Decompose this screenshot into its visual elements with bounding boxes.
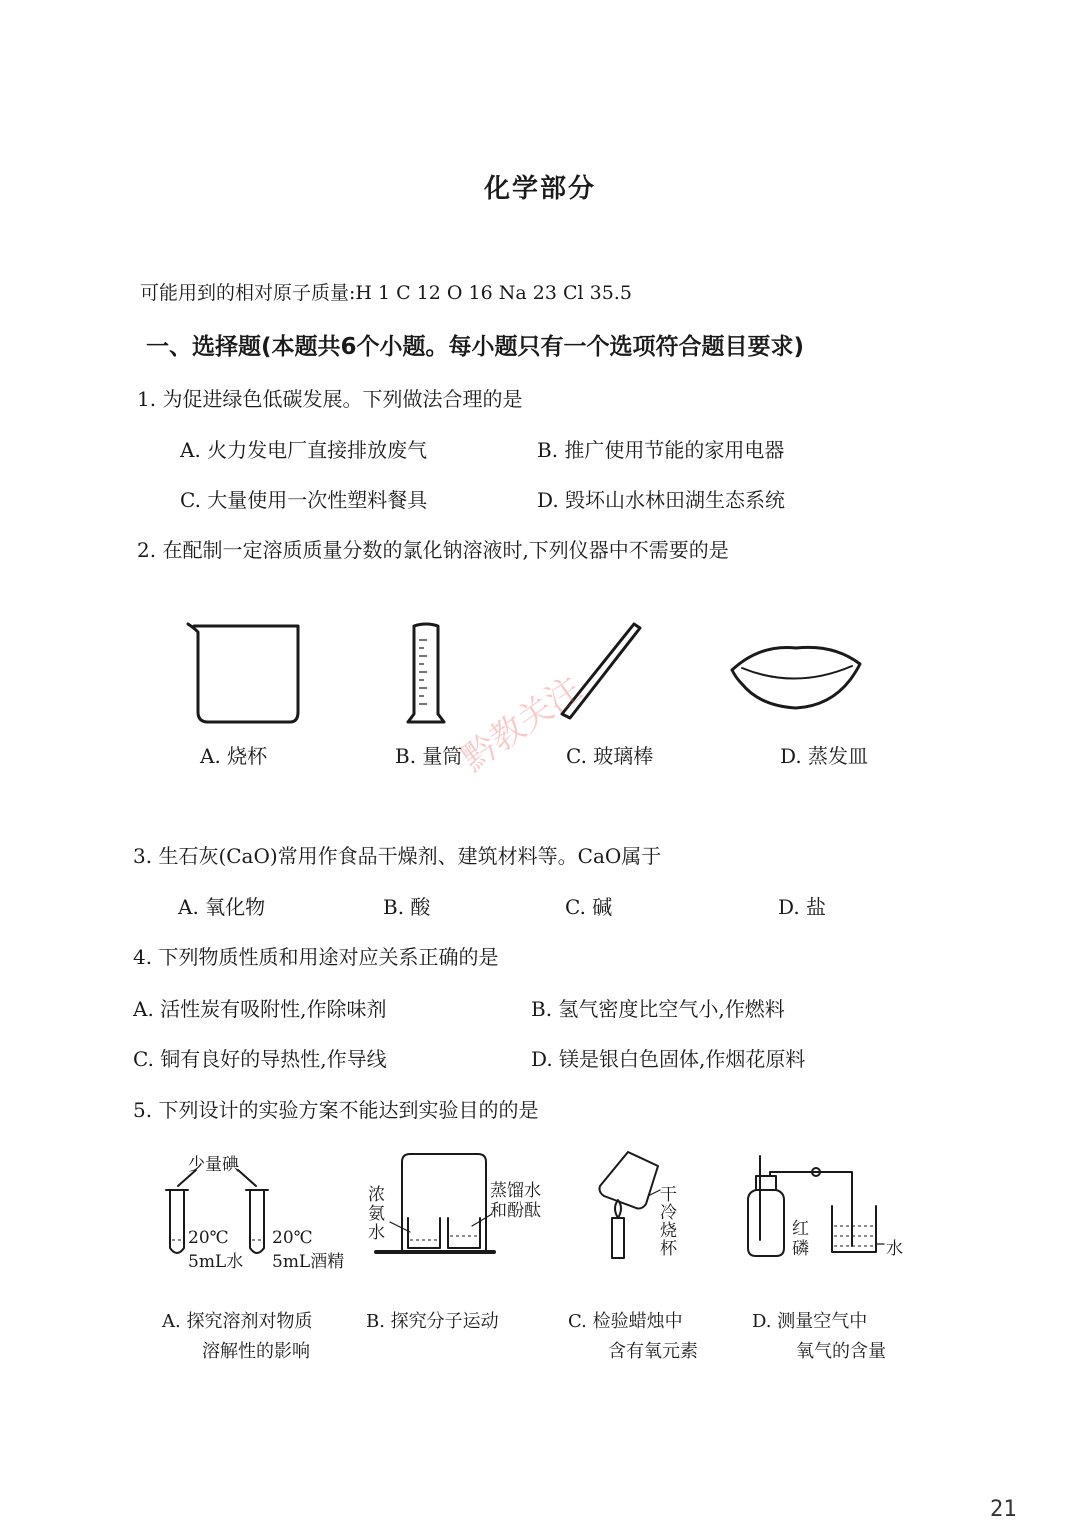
solvent-label-alcohol: 5mL酒精	[272, 1252, 345, 1272]
ammonia-label-3: 水	[368, 1223, 385, 1243]
reaction-bottle-icon	[748, 1190, 784, 1256]
beaker-phenolphthalein-icon	[448, 1218, 480, 1248]
page-number: 21	[990, 1497, 1017, 1522]
question-3-stem: 3. 生石灰(CaO)常用作食品干燥剂、建筑材料等。CaO属于	[133, 844, 662, 868]
apparatus-label-c: C. 玻璃棒	[566, 744, 654, 768]
beaker-ammonia-icon	[408, 1218, 440, 1248]
page-title: 化学部分	[483, 174, 596, 204]
red-phosphorus-label-2: 磷	[792, 1239, 809, 1259]
test-tube-alcohol-icon	[250, 1190, 264, 1253]
question-4-option-b: B. 氢气密度比空气小,作燃料	[531, 997, 785, 1021]
question-5-option-b: B. 探究分子运动	[366, 1311, 499, 1332]
dry-cold-label-1: 干	[660, 1185, 677, 1205]
atomic-masses-note: 可能用到的相对原子质量:H 1 C 12 O 16 Na 23 Cl 35.5	[140, 282, 632, 304]
question-1-stem: 1. 为促进绿色低碳发展。下列做法合理的是	[137, 387, 523, 411]
apparatus-label-b: B. 量筒	[395, 744, 463, 768]
iodine-label: 少量碘	[188, 1155, 239, 1175]
temp-label-1: 20℃	[188, 1228, 229, 1248]
apparatus-label-a: A. 烧杯	[200, 744, 268, 768]
question-4-option-d: D. 镁是银白色固体,作烟花原料	[531, 1047, 806, 1071]
question-1-option-c: C. 大量使用一次性塑料餐具	[180, 488, 428, 512]
bell-jar-icon	[402, 1154, 486, 1250]
phenolphthalein-label: 和酚酞	[490, 1201, 541, 1221]
solvent-label-water: 5mL水	[188, 1252, 244, 1272]
question-3-option-d: D. 盐	[778, 895, 827, 919]
question-5-option-a: A. 探究溶剂对物质 溶解性的影响	[162, 1311, 313, 1362]
question-4-stem: 4. 下列物质性质和用途对应关系正确的是	[133, 945, 499, 969]
ammonia-label-2: 氨	[368, 1204, 385, 1224]
water-label: 水	[886, 1239, 903, 1259]
question-4-option-c: C. 铜有良好的导热性,作导线	[133, 1047, 387, 1071]
question-4-option-a: A. 活性炭有吸附性,作除味剂	[133, 997, 387, 1021]
question-1-option-d: D. 毁坏山水林田湖生态系统	[537, 488, 786, 512]
test-tube-water-icon	[170, 1190, 184, 1253]
dry-cold-label-3: 烧	[660, 1221, 677, 1241]
red-phosphorus-label-1: 红	[792, 1219, 809, 1239]
water-beaker-icon	[832, 1206, 876, 1252]
question-1-option-b: B. 推广使用节能的家用电器	[537, 438, 785, 462]
question-1-option-a: A. 火力发电厂直接排放废气	[180, 438, 428, 462]
question-3-option-a: A. 氧化物	[178, 895, 266, 919]
section-heading: 一、选择题(本题共6个小题。每小题只有一个选项符合题目要求)	[146, 334, 805, 360]
question-2-stem: 2. 在配制一定溶质质量分数的氯化钠溶液时,下列仪器中不需要的是	[137, 538, 729, 562]
question-5-option-d: D. 测量空气中 氧气的含量	[752, 1311, 886, 1362]
watermark: 黔教关注	[454, 668, 589, 780]
distilled-water-label: 蒸馏水	[490, 1181, 541, 1201]
dry-cold-label-2: 冷	[660, 1203, 677, 1223]
connecting-tube-icon	[770, 1172, 852, 1246]
question-5-option-c: C. 检验蜡烛中 含有氧元素	[568, 1311, 698, 1362]
apparatus-label-d: D. 蒸发皿	[780, 744, 869, 768]
ammonia-label-1: 浓	[368, 1185, 385, 1205]
dry-cold-beaker-icon	[600, 1152, 659, 1209]
dry-cold-label-4: 杯	[660, 1239, 677, 1259]
candle-icon	[612, 1218, 624, 1258]
question-3-option-c: C. 碱	[565, 895, 613, 919]
temp-label-2: 20℃	[272, 1228, 313, 1248]
question-3-option-b: B. 酸	[383, 895, 431, 919]
question-5-stem: 5. 下列设计的实验方案不能达到实验目的的是	[133, 1098, 539, 1122]
